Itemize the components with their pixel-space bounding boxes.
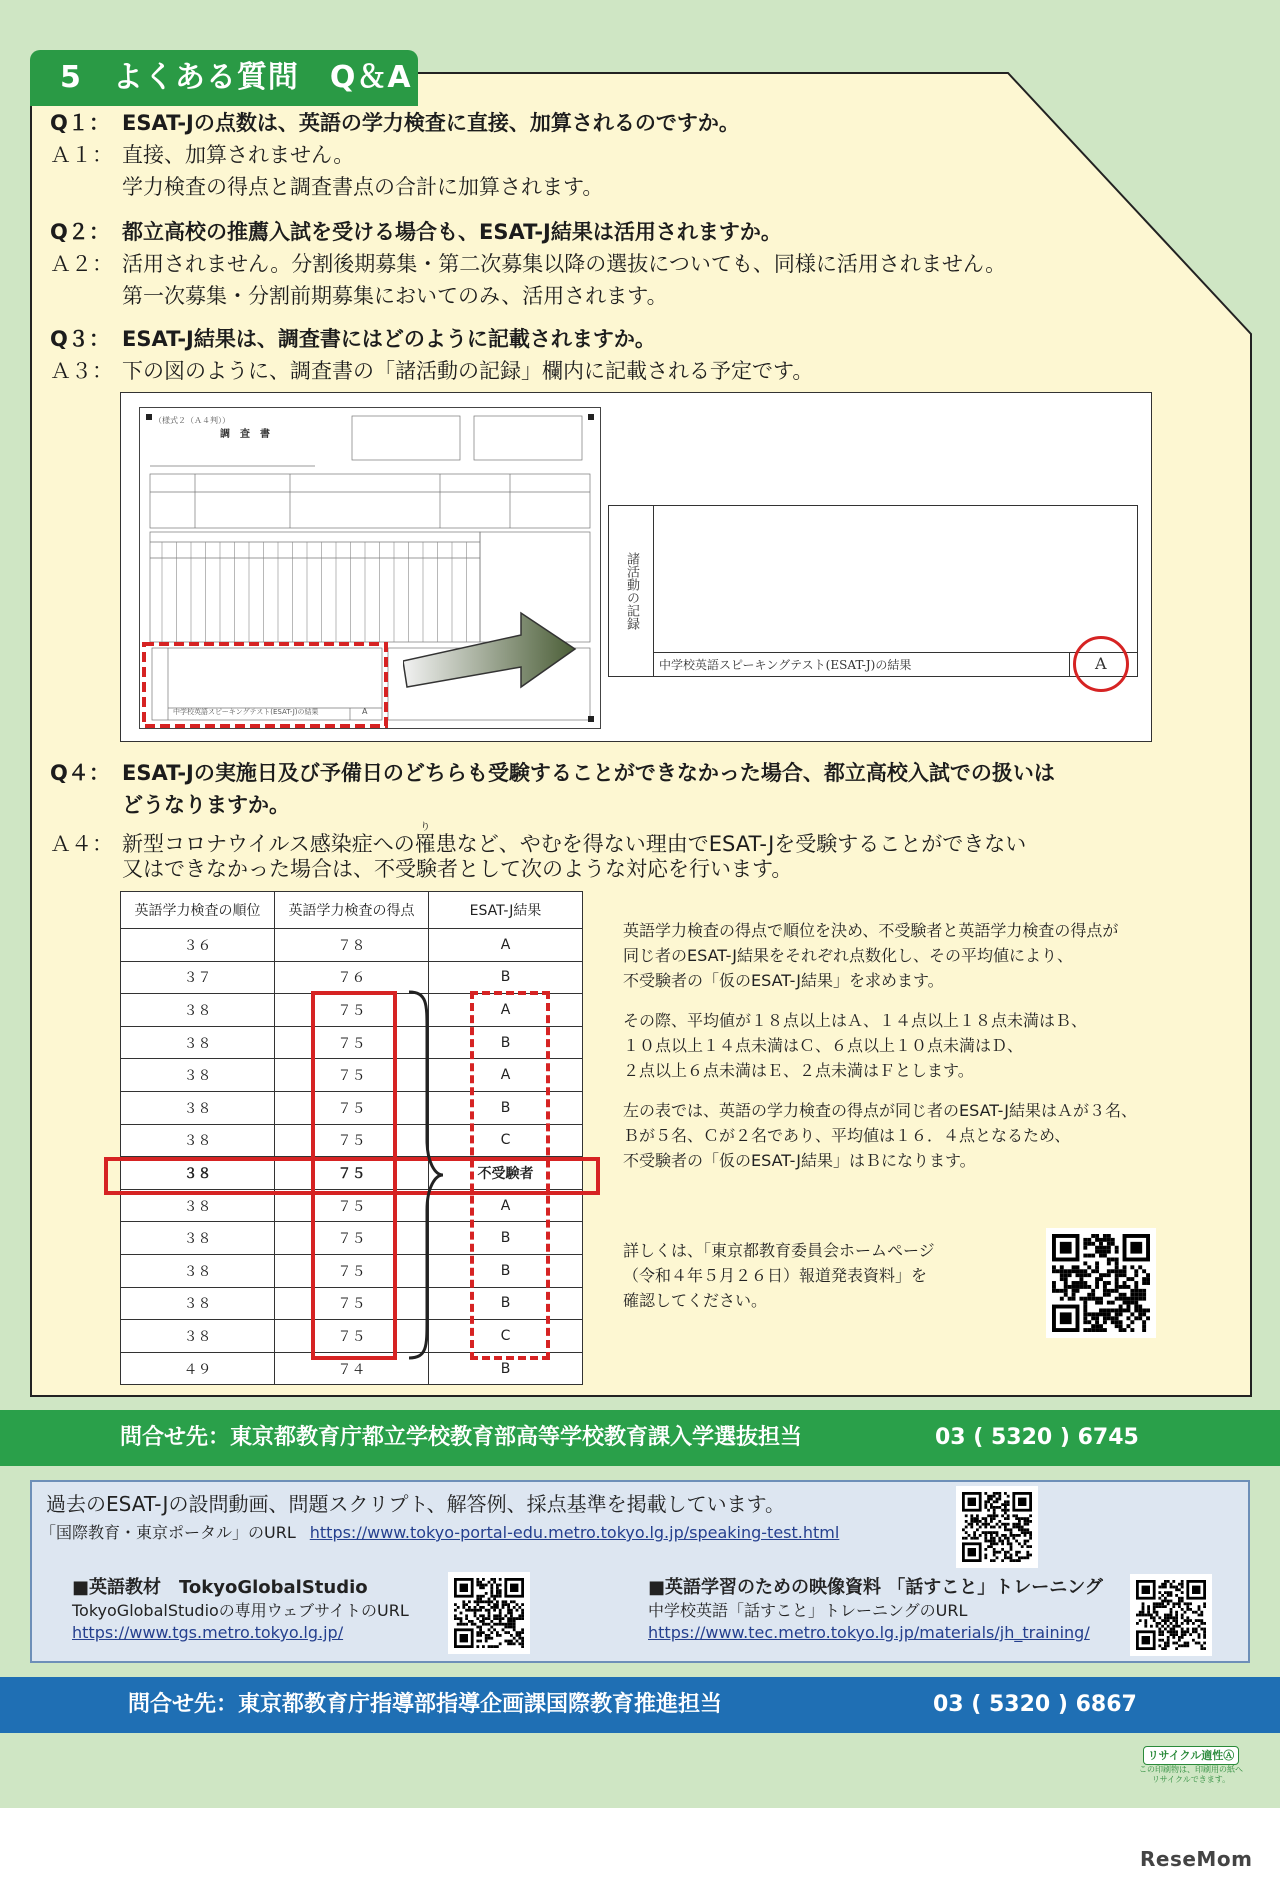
recycle-note-2: リサイクルできます。 — [1151, 1775, 1231, 1784]
question-4: Q４： ESAT-Jの実施日及び予備日のどちらも受験することができなかった場合、都立高校入試での扱いは — [50, 761, 1055, 785]
table-cell: ３７ — [121, 961, 275, 994]
esat-j-record-value: A — [1095, 654, 1107, 673]
table-cell: ７５ — [275, 1222, 429, 1255]
table-cell: ７５ — [275, 1059, 429, 1092]
question-2: Q２： 都立高校の推薦入試を受ける場合も、ESAT-J結果は活用されますか。 — [50, 220, 782, 244]
table-cell: ７５ — [275, 1091, 429, 1124]
watermark-logo: ReseMom — [1140, 1847, 1253, 1871]
answer-2: Ａ２： 活用されません。分割後期募集・第二次募集以降の選抜についても、同様に活用されません。 — [50, 252, 1007, 276]
survey-document-thumbnail: （様式２（Ａ４判）） 調 査 書 中学校英語スピーキングテスト(ESAT-J)の結果 A — [139, 407, 601, 729]
question-3: Q３： ESAT-J結果は、調査書にはどのように記載されますか。 — [50, 327, 656, 351]
question-4-line2: どうなりますか。 — [122, 793, 290, 817]
recycle-note-1: この印刷物は、印刷用の紙へ — [1139, 1765, 1243, 1774]
contact-bar-admissions — [0, 1410, 1280, 1466]
activity-record-enlarged — [608, 505, 1138, 677]
esat-j-record-text: 中学校英語スピーキングテスト(ESAT-J)の結果 — [659, 658, 912, 672]
table-header-cell: 英語学力検査の順位 — [121, 892, 275, 929]
table-cell: B — [429, 1254, 583, 1287]
table-row — [121, 929, 583, 962]
contact-bar-international — [0, 1677, 1280, 1733]
table-cell: ７５ — [275, 1189, 429, 1222]
table-cell: ７５ — [275, 1026, 429, 1059]
table-cell: ７６ — [275, 961, 429, 994]
portal-link[interactable]: https://www.tokyo-portal-edu.metro.tokyo.lg.jp/speaking-test.html — [309, 1523, 840, 1542]
table-cell: ３８ — [121, 1091, 275, 1124]
explanation-p1: 英語学力検査の得点で順位を決め、不受験者と英語学力検査の得点が 同じ者のESAT-J結果をそれぞれ点数化し、その平均値により、 不受験者の「仮のESAT-J結果」を求めます。 — [623, 921, 1119, 990]
table-header-cell: 英語学力検査の得点 — [275, 892, 429, 929]
table-cell: ７８ — [275, 929, 429, 962]
table-cell: ７５ — [275, 1124, 429, 1157]
answer-2-line2: 第一次募集・分割前期募集においてのみ、活用されます。 — [122, 284, 668, 308]
table-cell: A — [429, 929, 583, 962]
table-cell: ３６ — [121, 929, 275, 962]
table-cell: ７５ — [275, 1320, 429, 1353]
table-cell: B — [429, 1287, 583, 1320]
table-cell: B — [429, 1091, 583, 1124]
table-row — [121, 961, 583, 994]
answer-4: Ａ４： 新型コロナウイルス感染症への罹り患など、やむを得ない理由でESAT-Jを受験することができない — [50, 822, 1027, 856]
table-cell: B — [429, 961, 583, 994]
contact-phone-admissions[interactable]: 03 ( 5320 ) 6745 — [935, 1425, 1139, 1450]
table-cell: A — [429, 1189, 583, 1222]
table-cell: ４９ — [121, 1352, 275, 1385]
answer-4-line2: 又はできなかった場合は、不受験者として次のような対応を行います。 — [122, 857, 793, 881]
qr-code-portal[interactable] — [956, 1486, 1038, 1568]
table-cell: ３８ — [121, 1189, 275, 1222]
table-cell: ３８ — [121, 994, 275, 1027]
tgs-link[interactable]: https://www.tgs.metro.tokyo.lg.jp/ — [72, 1623, 344, 1642]
table-cell: 不受験者 — [429, 1157, 583, 1190]
table-cell: ３８ — [121, 1124, 275, 1157]
resources-panel — [30, 1480, 1250, 1663]
explanation-p4: 詳しくは、「東京都教育委員会ホームページ （令和４年５月２６日）報道発表資料」を 確認してください。 — [623, 1241, 935, 1310]
table-cell: ７４ — [275, 1352, 429, 1385]
survey-document-figure — [120, 392, 1152, 742]
qr-code-press-release[interactable] — [1046, 1228, 1156, 1338]
answer-1: Ａ１： 直接、加算されません。 — [50, 143, 355, 167]
table-cell: C — [429, 1124, 583, 1157]
table-cell: ３８ — [121, 1026, 275, 1059]
table-cell: ３８ — [121, 1287, 275, 1320]
table-cell: ３８ — [121, 1254, 275, 1287]
table-cell: ３８ — [121, 1157, 275, 1190]
table-cell: ７５ — [275, 994, 429, 1027]
answer-1-line2: 学力検査の得点と調査書点の合計に加算されます。 — [122, 175, 604, 199]
table-cell: B — [429, 1222, 583, 1255]
activity-record-label: 諸活動の記録 — [624, 552, 639, 630]
table-cell: A — [429, 1059, 583, 1092]
table-cell: ３８ — [121, 1320, 275, 1353]
table-cell: ３８ — [121, 1059, 275, 1092]
qr-code-video[interactable] — [1130, 1574, 1212, 1656]
section-title: 5 よくある質問 Q＆A — [30, 50, 418, 106]
table-cell: B — [429, 1026, 583, 1059]
table-header-row — [121, 892, 583, 929]
explanation-p2: その際、平均値が１８点以上はＡ、１４点以上１８点未満はＢ、 １０点以上１４点未満はＣ、６点以上１０点未満はＤ、 ２点以上６点未満はＥ、２点未満はＦとします。 — [623, 1011, 1088, 1080]
contact-phone-international[interactable]: 03 ( 5320 ) 6867 — [933, 1692, 1137, 1717]
explanation-p3: 左の表では、英語の学力検査の得点が同じ者のESAT-J結果はＡが３名、 Ｂが５名、Ｃが２名であり、平均値は１６．４点となるため、 不受験者の「仮のESAT-J結果」はＢになります。 — [623, 1101, 1137, 1170]
contact-label-international: 問合せ先：東京都教育庁指導部指導企画課国際教育推進担当 — [128, 1692, 723, 1717]
table-cell: ７５ — [275, 1254, 429, 1287]
tgs-title: ■英語教材 TokyoGlobalStudio — [72, 1577, 368, 1598]
table-header-cell: ESAT-J結果 — [429, 892, 583, 929]
qr-code-tgs[interactable] — [448, 1572, 530, 1654]
recycle-mark — [1132, 1746, 1250, 1790]
arrow-icon — [403, 605, 623, 695]
question-1: Q１： ESAT-Jの点数は、英語の学力検査に直接、加算されるのですか。 — [50, 111, 740, 135]
table-cell: C — [429, 1320, 583, 1353]
recycle-badge: リサイクル適性Ⓐ — [1143, 1746, 1239, 1765]
table-cell: B — [429, 1352, 583, 1385]
table-cell: A — [429, 994, 583, 1027]
resources-intro: 過去のESAT-Jの設問動画、問題スクリプト、解答例、採点基準を掲載しています。 — [46, 1492, 786, 1516]
video-link[interactable]: https://www.tec.metro.tokyo.lg.jp/materials/jh_training/ — [648, 1623, 1090, 1642]
absent-row-highlight — [104, 1157, 600, 1195]
highlight-circle — [1073, 636, 1129, 692]
tgs-desc: TokyoGlobalStudioの専用ウェブサイトのURL — [72, 1601, 409, 1620]
answer-3: Ａ３： 下の図のように、調査書の「諸活動の記録」欄内に記載される予定です。 — [50, 359, 814, 383]
video-title: ■英語学習のための映像資料 「話すこと」トレーニング — [648, 1577, 1103, 1598]
table-cell: ７５ — [275, 1287, 429, 1320]
portal-line: 「国際教育・東京ポータル」のURL https://www.tokyo-portal-edu.metro.tokyo.lg.jp/speaking-test.html — [40, 1523, 840, 1542]
table-cell: ３８ — [121, 1222, 275, 1255]
contact-label-admissions: 問合せ先：東京都教育庁都立学校教育部高等学校教育課入学選抜担当 — [120, 1425, 803, 1450]
brace-icon — [405, 990, 445, 1360]
video-desc: 中学校英語「話すこと」トレーニングのURL — [648, 1601, 968, 1620]
table-cell: ７５ — [275, 1157, 429, 1190]
